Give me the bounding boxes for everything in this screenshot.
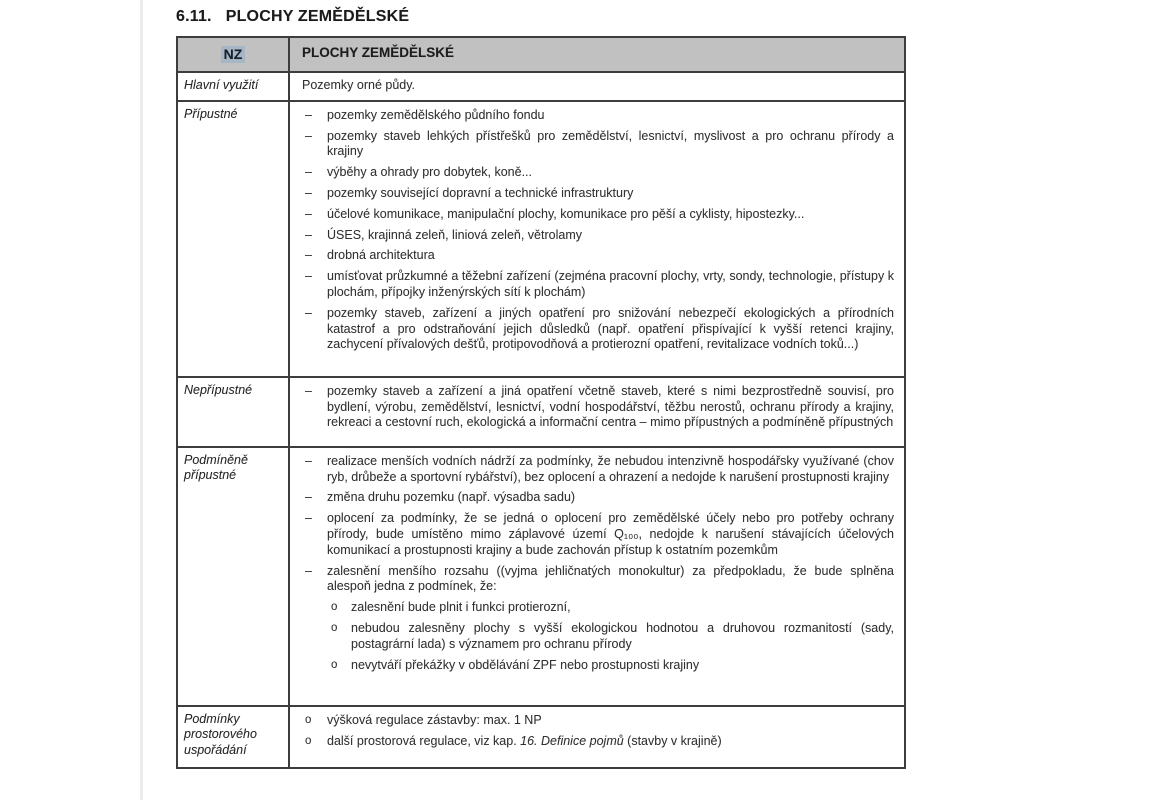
circle-bullet: o (331, 601, 338, 614)
list-item (302, 511, 894, 558)
list-item-text: drobná architektura (327, 248, 435, 263)
circle-bullet: o (305, 713, 312, 726)
dash-bullet: – (305, 383, 312, 398)
list-item (302, 713, 894, 729)
list-item (328, 600, 894, 616)
table-row-hlavni-vyuziti (178, 71, 904, 100)
row-content (290, 707, 904, 767)
list-item-text: další prostorová regulace, viz kap. 16. Definice pojmů (stavby v krajině) (327, 733, 722, 748)
list-item-text: výběhy a ohrady pro dobytek, koně... (327, 165, 532, 180)
list-item (302, 129, 894, 161)
table-header-row (178, 38, 904, 71)
row-content (290, 448, 904, 705)
page-edge-line (140, 0, 143, 800)
list-item (302, 306, 894, 353)
list-item (302, 186, 894, 202)
dash-bullet: – (305, 128, 312, 143)
table-row-nepripustne (178, 376, 904, 446)
section-title (176, 8, 906, 26)
row-content (290, 102, 904, 376)
section-number: 6.11. (176, 8, 212, 25)
list-item (302, 108, 894, 124)
document-content (176, 6, 906, 769)
list-item (302, 734, 894, 750)
dash-bullet: – (305, 165, 312, 180)
table-row-pripustne (178, 100, 904, 376)
list-item (328, 621, 894, 653)
list-item-text: pozemky zemědělského půdního fondu (327, 107, 545, 122)
zoning-regulation-table (176, 36, 906, 769)
row-label: Nepřípustné (178, 378, 290, 446)
list-item-text: realizace menších vodních nádrží za podmínky, že nebudou intenzivně hospodářsky využívané (chov ryb, drůbeže a sportovní rybářství), bez oplocení a ohrazení a nedojde k narušení prostupnosti krajiny (327, 453, 894, 484)
list-item-text: pozemky staveb lehkých přístřešků pro zemědělství, lesnictví, myslivost a pro ochranu přírody a krajiny (327, 128, 894, 159)
zone-code-cell (178, 38, 290, 71)
row-label: Přípustné (178, 102, 290, 376)
list-item (302, 564, 894, 596)
circle-bullet: o (331, 658, 338, 671)
list-item (302, 165, 894, 181)
dash-bullet: – (305, 269, 312, 284)
dash-bullet: – (305, 107, 312, 122)
section-title-text: PLOCHY ZEMĚDĚLSKÉ (225, 8, 410, 25)
list-item-text: zalesnění menšího rozsahu ((vyjma jehličnatých monokultur) za předpokladu, že bude splněna alespoň jedna z podmínek, že: (327, 563, 894, 594)
list-item (328, 658, 894, 674)
list-item-text: pozemky staveb, zařízení a jiných opatření pro snižování nebezpečí ekologických a přírodních katastrof a pro odstraňování jejich důsledků (např. opatření přispívající k vyšší retenci krajiny, zachycení přívalových dešťů, protipovodňová a protierozní opatření, revitalizace vodních toků...) (327, 305, 894, 352)
list-item-text: účelové komunikace, manipulační plochy, komunikace pro pěší a cyklisty, hipostezky... (327, 206, 805, 221)
row-label: Podmíněně přípustné (178, 448, 290, 705)
list-item (302, 490, 894, 506)
table-row-podminene-pripustne (178, 446, 904, 705)
list-item-text: změna druhu pozemku (např. výsadba sadu) (327, 490, 576, 505)
dash-bullet: – (305, 185, 312, 200)
dash-bullet: – (305, 511, 312, 526)
list-item-text: nebudou zalesněny plochy s vyšší ekologickou hodnotou a druhovou rozmanitostí (sady, postagrární lada) s významem pro ochranu přírody (351, 620, 894, 651)
circle-bullet: o (305, 734, 312, 747)
list-item (302, 248, 894, 264)
table-row-podminky-prostoroveho-usporadani (178, 705, 904, 767)
list-item-text: pozemky související dopravní a technické infrastruktury (327, 185, 634, 200)
list-item (302, 384, 894, 431)
zone-code-badge: NZ (221, 46, 246, 63)
list-item-text: zalesnění bude plnit i funkci protierozní, (351, 600, 571, 615)
list-item-text: pozemky staveb a zařízení a jiná opatření včetně staveb, které s nimi bezprostředně souvisí, pro bydlení, výrobu, zemědělství, lesnictví, vodní hospodářství, těžbu nerostů, ochranu přírody a krajiny, rekreaci a cestovní ruch, ekologická a informační centra – mimo přípustných a podmíněně přípustných (327, 383, 894, 430)
list-item (302, 228, 894, 244)
list-item (302, 269, 894, 301)
dash-bullet: – (305, 206, 312, 221)
circle-bullet: o (331, 621, 338, 634)
list-item-text: výšková regulace zástavby: max. 1 NP (327, 712, 542, 727)
list-item (302, 454, 894, 486)
row-label: Podmínky prostorového uspořádání (178, 707, 290, 767)
dash-bullet: – (305, 227, 312, 242)
dash-bullet: – (305, 490, 312, 505)
dash-bullet: – (305, 453, 312, 468)
dash-bullet: – (305, 563, 312, 578)
table-title-cell: PLOCHY ZEMĚDĚLSKÉ (302, 45, 455, 61)
dash-bullet: – (305, 248, 312, 263)
list-item-text: oplocení za podmínky, že se jedná o oplocení pro zemědělské účely nebo pro potřeby ochrany přírody, bude umístěno mimo záplavové území Q₁₀₀, nedojde k narušení stávajících účelových komunikací a prostupnosti krajiny a bude zachován přístup k ostatním pozemkům (327, 511, 894, 557)
list-item-text: ÚSES, krajinná zeleň, liniová zeleň, větrolamy (327, 227, 582, 242)
row-label: Hlavní využití (178, 73, 290, 100)
list-item-text: umísťovat průzkumné a těžební zařízení (zejména pracovní plochy, vrty, sondy, technologie, přístupy k plochám, přípojky inženýrských sítí k plochám) (327, 269, 894, 299)
list-item-text: nevytváří překážky v obdělávání ZPF nebo prostupnosti krajiny (351, 657, 700, 672)
list-item (302, 207, 894, 223)
row-content (290, 378, 904, 446)
dash-bullet: – (305, 305, 312, 320)
row-content: Pozemky orné půdy. (302, 78, 416, 92)
